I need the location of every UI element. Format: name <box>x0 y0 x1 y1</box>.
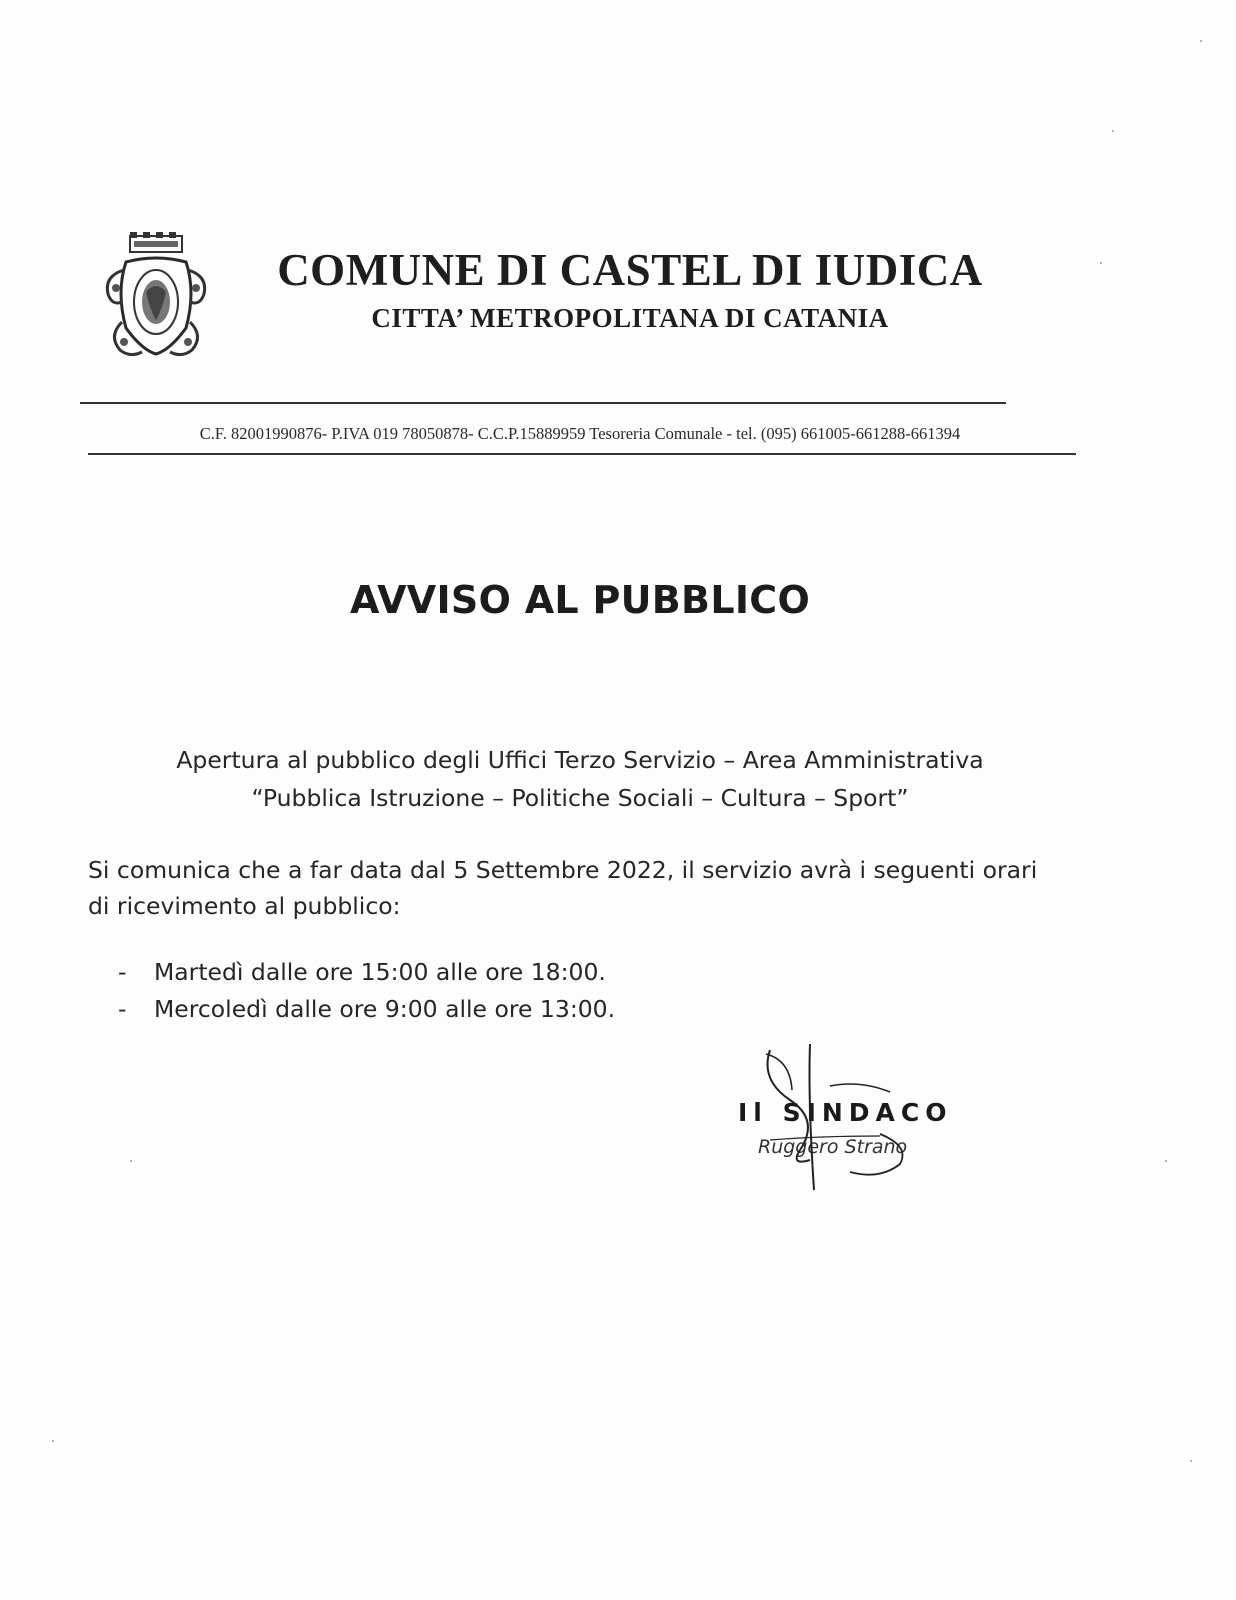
list-bullet: - <box>118 958 127 986</box>
scan-speck <box>130 1160 132 1162</box>
header-divider-bottom <box>88 453 1076 455</box>
scan-speck <box>52 1440 54 1442</box>
scan-speck <box>1190 1460 1192 1462</box>
notice-title: AVVISO AL PUBBLICO <box>349 578 811 622</box>
scan-speck <box>1165 1160 1167 1162</box>
list-item <box>118 995 615 1032</box>
notice-intro-line-2: “Pubblica Istruzione – Politiche Sociali – Cultura – Sport” <box>251 784 909 812</box>
org-subtitle: CITTA’ METROPOLITANA DI CATANIA <box>371 303 889 333</box>
fiscal-info-line: C.F. 82001990876- P.IVA 019 78050878- C.C.P.15889959 Tesoreria Comunale - tel. (095) 661005-661288-661394 <box>199 424 961 443</box>
list-bullet: - <box>118 995 127 1023</box>
signature-title: Il SINDACO <box>738 1098 953 1127</box>
list-item <box>118 958 615 995</box>
notice-paragraph-line-1: Si comunica che a far data dal 5 Settembre 2022, il servizio avrà i seguenti orari <box>88 856 1038 884</box>
scan-speck <box>1200 40 1202 42</box>
schedule-item-text: Martedì dalle ore 15:00 alle ore 18:00. <box>154 958 606 986</box>
header-divider-top <box>80 402 1006 404</box>
notice-paragraph-line-2: di ricevimento al pubblico: <box>88 892 401 920</box>
handwritten-signature-icon <box>730 1040 930 1200</box>
municipal-crest-icon <box>100 232 212 364</box>
signature-block <box>730 1040 953 1200</box>
scan-speck <box>1112 130 1114 132</box>
org-name: COMUNE DI CASTEL DI IUDICA <box>277 245 983 295</box>
signature-name: Ruggero Strano <box>758 1136 908 1158</box>
schedule-item-text: Mercoledì dalle ore 9:00 alle ore 13:00. <box>154 995 616 1023</box>
schedule-list <box>118 958 615 1032</box>
scan-speck <box>1100 262 1102 264</box>
notice-intro-line-1: Apertura al pubblico degli Uffici Terzo Servizio – Area Amministrativa <box>176 746 984 774</box>
